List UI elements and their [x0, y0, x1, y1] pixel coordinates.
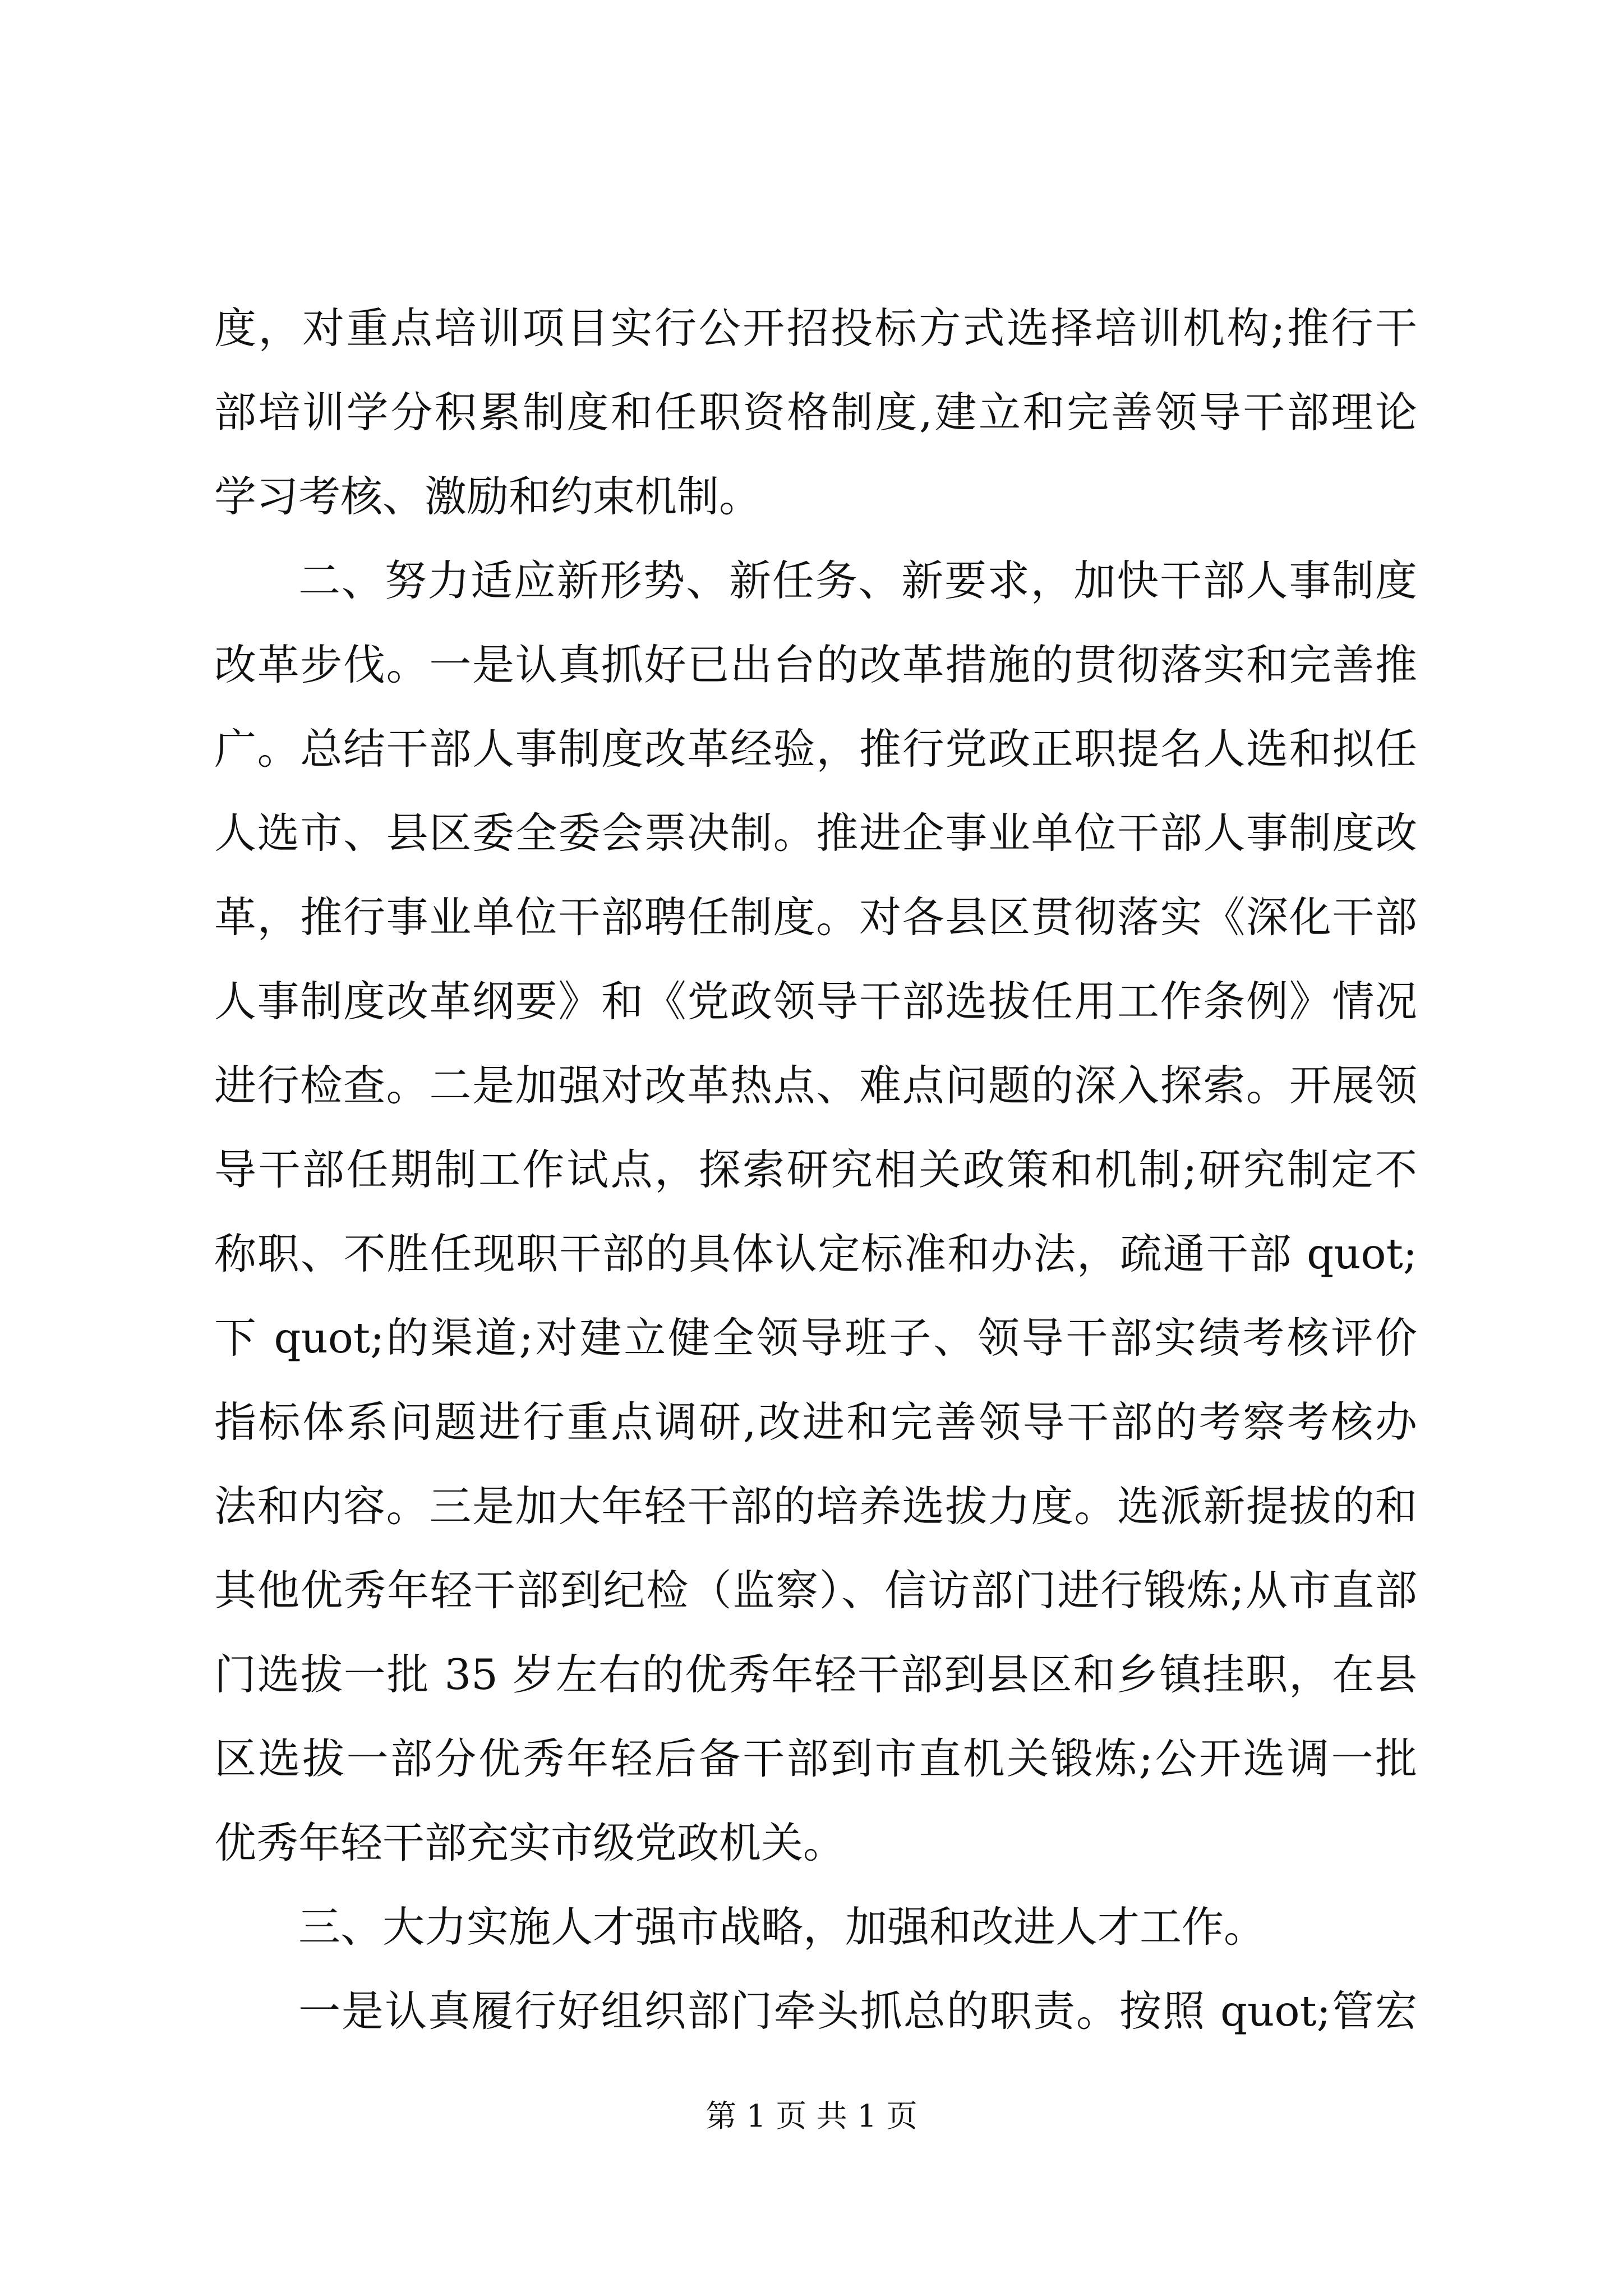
text-line: 法和内容。三是加大年轻干部的培养选拔力度。选派新提拔的和 — [214, 1481, 1417, 1531]
text-line: 一是认真履行好组织部门牵头抓总的职责。按照 quot;管宏 — [298, 1986, 1417, 2036]
text-line: 门选拔一批 35 岁左右的优秀年轻干部到县区和乡镇挂职，在县 — [214, 1650, 1417, 1699]
text-line: 人选市、县区委全委会票决制。推进企事业单位干部人事制度改 — [214, 808, 1417, 858]
text-line: 下 quot;的渠道;对建立健全领导班子、领导干部实绩考核评价 — [214, 1313, 1417, 1363]
text-line: 革，推行事业单位干部聘任制度。对各县区贯彻落实《深化干部 — [214, 892, 1417, 942]
text-line: 区选拔一部分优秀年轻后备干部到市直机关锻炼;公开选调一批 — [214, 1734, 1417, 1783]
text-line: 改革步伐。一是认真抓好已出台的改革措施的贯彻落实和完善推 — [214, 640, 1417, 689]
text-line: 广。总结干部人事制度改革经验，推行党政正职提名人选和拟任 — [214, 724, 1417, 774]
text-line: 进行检查。二是加强对改革热点、难点问题的深入探索。开展领 — [214, 1061, 1417, 1110]
text-line: 指标体系问题进行重点调研,改进和完善领导干部的考察考核办 — [214, 1397, 1417, 1447]
page-footer: 第 1 页 共 1 页 — [706, 2098, 917, 2134]
document-body — [214, 286, 1417, 2053]
text-line: 人事制度改革纲要》和《党政领导干部选拔任用工作条例》情况 — [214, 977, 1417, 1026]
text-line: 二、努力适应新形势、新任务、新要求，加快干部人事制度 — [298, 556, 1417, 605]
text-line: 部培训学分积累制度和任职资格制度,建立和完善领导干部理论 — [214, 388, 1417, 437]
text-line: 称职、不胜任现职干部的具体认定标准和办法，疏通干部 quot; — [214, 1229, 1417, 1278]
text-line: 三、大力实施人才强市战略，加强和改进人才工作。 — [298, 1902, 1266, 1952]
text-line: 优秀年轻干部充实市级党政机关。 — [214, 1818, 846, 1867]
text-line: 导干部任期制工作试点，探索研究相关政策和机制;研究制定不 — [214, 1145, 1417, 1194]
text-line: 学习考核、激励和约束机制。 — [214, 472, 762, 521]
text-line: 其他优秀年轻干部到纪检（监察）、信访部门进行锻炼;从市直部 — [214, 1566, 1417, 1615]
text-line: 度，对重点培训项目实行公开招投标方式选择培训机构;推行干 — [214, 303, 1417, 353]
